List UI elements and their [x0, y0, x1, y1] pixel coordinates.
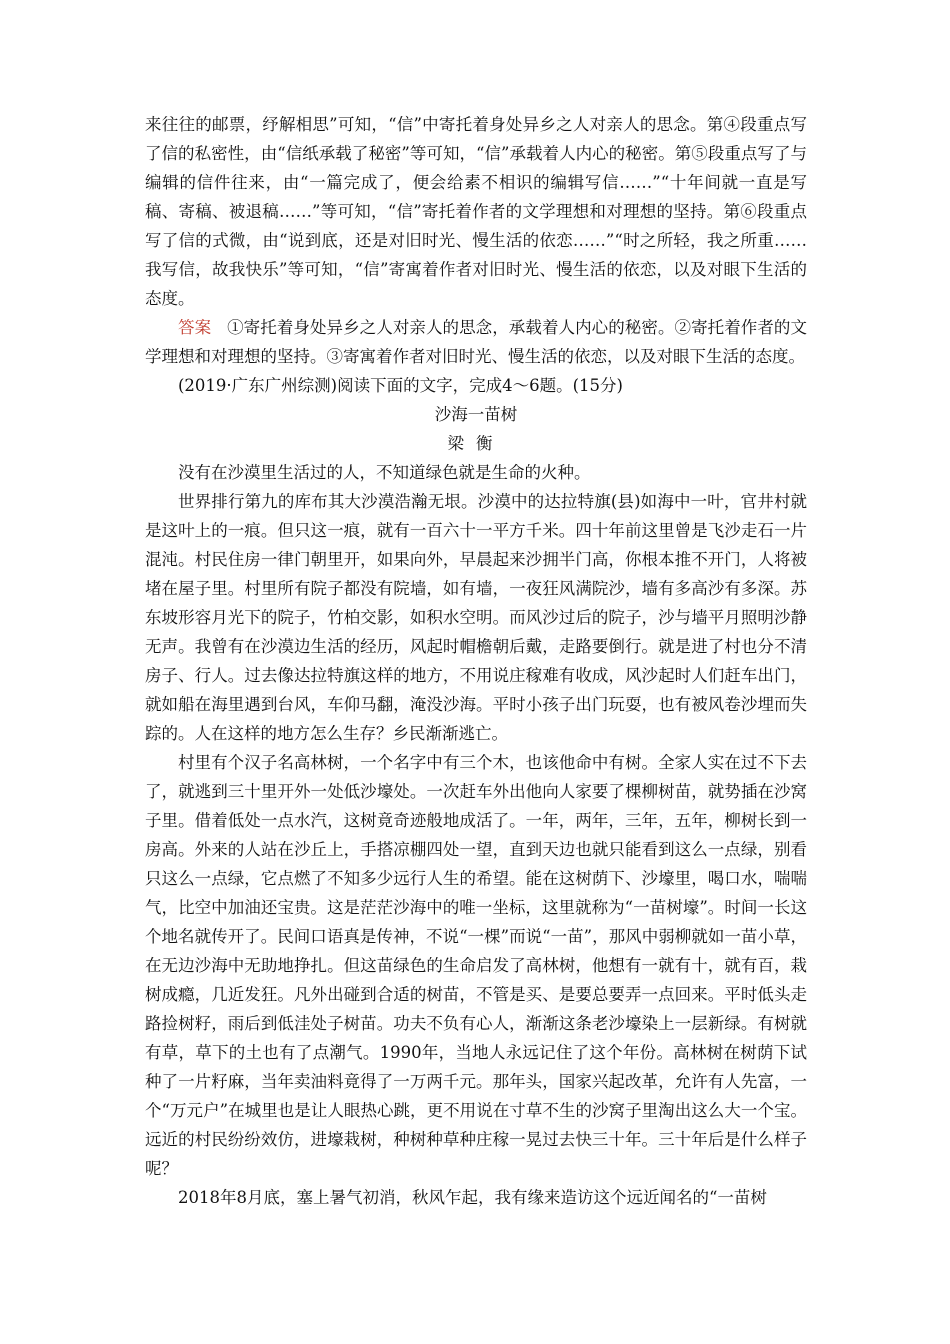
article-author: 梁衡: [447, 434, 505, 453]
article-paragraph-4: 2018年8月底，塞上暑气初消，秋风乍起，我有缘来造访这个远近闻名的“一苗树: [178, 1188, 767, 1207]
question-intro: (2019·广东广州综测)阅读下面的文字，完成4～6题。(15分): [178, 376, 623, 395]
article-title: 沙海一苗树: [434, 405, 518, 424]
answer-paragraph: [145, 313, 807, 371]
answer-label: 答案: [178, 318, 212, 337]
article-paragraph-2: 世界排行第九的库布其大沙漠浩瀚无垠。沙漠中的达拉特旗(县)如海中一叶，官井村就是这叶上的一痕。但只这一痕，就有一百六十一平方千米。四十年前这里曾是飞沙走石一片混沌。村民住房一律门朝里开，如果向外，早晨起来沙拥半门高，你根本推不开门，人将被堵在屋子里。村里所有院子都没有院墙，如有墙，一夜狂风满院沙，墙有多高沙有多深。苏东坡形容月光下的院子，竹柏交影，如积水空明。而风沙过后的院子，沙与墙平月照明沙静无声。我曾有在沙漠边生活的经历，风起时帽檐朝后戴，走路要倒行。就是进了村也分不清房子、行人。过去像达拉特旗这样的地方，不用说庄稼难有收成，风沙起时人们赶车出门，就如船在海里遇到台风，车仰马翻，淹没沙海。平时小孩子出门玩耍，也有被风卷沙埋而失踪的。人在这样的地方怎么生存？乡民渐渐逃亡。: [145, 492, 807, 743]
article-paragraph-3: 村里有个汉子名高林树，一个名字中有三个木，也该他命中有树。全家人实在过不下去了，就逃到三十里开外一处低沙壕处。一次赶车外出他向人家要了棵柳树苗，就势插在沙窝子里。借着低处一点水汽，这树竟奇迹般地成活了。一年，两年，三年，五年，柳树长到一房高。外来的人站在沙丘上，手搭凉棚四处一望，直到天边也就只能看到这么一点绿，别看只这么一点绿，它点燃了不知多少远行人生的希望。能在这树荫下、沙壕里，喝口水，喘喘气，比空中加油还宝贵。这是茫茫沙海中的唯一坐标，这里就称为“一苗树壕”。时间一长这个地名就传开了。民间口语真是传神，不说“一棵”而说“一苗”，那风中弱柳就如一苗小草，在无边沙海中无助地挣扎。但这苗绿色的生命启发了高林树，他想有一就有十，就有百，栽树成瘾，几近发狂。凡外出碰到合适的树苗，不管是买、是要总要弄一点回来。平时低头走路捡树籽，雨后到低洼处子树苗。功夫不负有心人，渐渐这条老沙壕染上一层新绿。有树就有草，草下的土也有了点潮气。1990年，当地人永远记住了这个年份。高林树在树荫下试种了一片籽麻，当年卖油料竟得了一万两千元。那年头，国家兴起改革，允许有人先富，一个“万元户”在城里也是让人眼热心跳，更不用说在寸草不生的沙窝子里淘出这么大一个宝。远近的村民纷纷效仿，进壕栽树，种树种草种庄稼一晃过去快三十年。三十年后是什么样子呢？: [145, 753, 807, 1178]
answer-text: ①寄托着身处异乡之人对亲人的思念，承载着人内心的秘密。②寄托着作者的文学理想和对理想的坚持。③寄寓着作者对旧时光、慢生活的依恋，以及对眼下生活的态度。: [145, 318, 808, 366]
article-paragraph-1: 没有在沙漠里生活过的人，不知道绿色就是生命的火种。: [178, 463, 591, 482]
document-page: [145, 110, 807, 1212]
analysis-paragraph: 来往往的邮票，纾解相思”可知，“信”中寄托着身处异乡之人对亲人的思念。第④段重点写了信的私密性，由“信纸承载了秘密”等可知，“信”承载着人内心的秘密。第⑤段重点写了与编辑的信件往来，由“一篇完成了，便会给素不相识的编辑写信……”“十年间就一直是写稿、寄稿、被退稿……”等可知，“信”寄托着作者的文学理想和对理想的坚持。第⑥段重点写了信的式微，由“说到底，还是对旧时光、慢生活的依恋……”“时之所轻，我之所重……我写信，故我快乐”等可知，“信”寄寓着作者对旧时光、慢生活的依恋，以及对眼下生活的态度。: [145, 115, 807, 308]
